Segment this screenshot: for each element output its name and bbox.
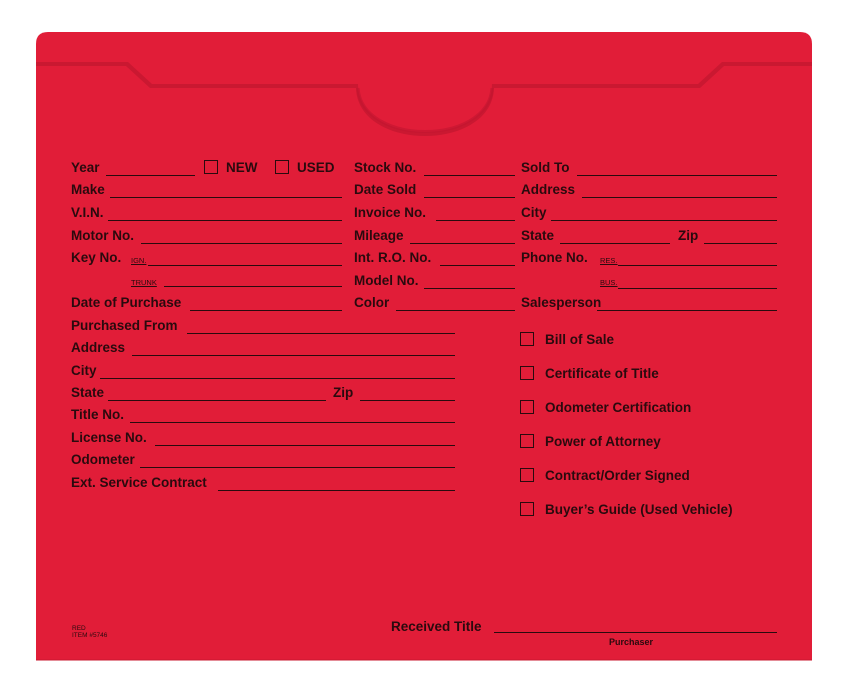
buyer-city-label: City — [521, 205, 547, 220]
license-no-line[interactable] — [155, 445, 455, 446]
buyer-zip-label: Zip — [678, 228, 699, 243]
trunk-label: TRUNK — [131, 278, 157, 287]
key-ign-line[interactable] — [148, 265, 342, 266]
salesperson-label: Salesperson — [521, 295, 602, 310]
key-trunk-line[interactable] — [164, 286, 342, 287]
new-label: NEW — [226, 160, 258, 175]
buyers-guide-checkbox[interactable] — [520, 502, 534, 516]
power-of-attorney-label: Power of Attorney — [545, 434, 661, 449]
seller-city-line[interactable] — [100, 378, 455, 379]
date-sold-line[interactable] — [424, 197, 515, 198]
color-label: Color — [354, 295, 390, 310]
seller-address-line[interactable] — [132, 355, 455, 356]
buyer-city-line[interactable] — [551, 220, 777, 221]
stock-no-label: Stock No. — [354, 160, 417, 175]
seller-state-label: State — [71, 385, 105, 400]
buyer-state-label: State — [521, 228, 555, 243]
vin-label: V.I.N. — [71, 205, 104, 220]
odometer-line[interactable] — [140, 467, 455, 468]
bill-of-sale-checkbox[interactable] — [520, 332, 534, 346]
vin-line[interactable] — [108, 220, 342, 221]
buyers-guide-label: Buyer’s Guide (Used Vehicle) — [545, 502, 733, 517]
color-code: RED — [72, 625, 86, 632]
date-sold-label: Date Sold — [354, 182, 417, 197]
used-checkbox[interactable] — [275, 160, 289, 174]
odometer-certification-label: Odometer Certification — [545, 400, 692, 415]
phone-res-line[interactable] — [618, 265, 777, 266]
int-ro-no-line[interactable] — [440, 265, 515, 266]
bill-of-sale-label: Bill of Sale — [545, 332, 615, 347]
ext-service-line[interactable] — [218, 490, 455, 491]
year-label: Year — [71, 160, 100, 175]
certificate-of-title-label: Certificate of Title — [545, 366, 659, 381]
year-line[interactable] — [106, 175, 195, 176]
date-of-purchase-label: Date of Purchase — [71, 295, 182, 310]
purchased-from-line[interactable] — [187, 333, 455, 334]
purchased-from-label: Purchased From — [71, 318, 178, 333]
odometer-label: Odometer — [71, 452, 135, 467]
buyer-zip-line[interactable] — [704, 243, 777, 244]
make-label: Make — [71, 182, 105, 197]
seller-address-label: Address — [71, 340, 126, 355]
used-label: USED — [297, 160, 335, 175]
ign-label: IGN. — [131, 256, 147, 265]
buyer-address-line[interactable] — [582, 197, 777, 198]
model-no-label: Model No. — [354, 273, 419, 288]
ext-service-label: Ext. Service Contract — [71, 475, 207, 490]
res-label: RES. — [600, 256, 618, 265]
phone-bus-line[interactable] — [618, 288, 777, 289]
make-line[interactable] — [110, 197, 342, 198]
item-number: ITEM #5746 — [72, 632, 108, 639]
odometer-certification-checkbox[interactable] — [520, 400, 534, 414]
title-no-line[interactable] — [130, 422, 455, 423]
key-no-label: Key No. — [71, 250, 122, 265]
stock-no-line[interactable] — [424, 175, 515, 176]
motor-no-label: Motor No. — [71, 228, 134, 243]
buyer-address-label: Address — [521, 182, 576, 197]
bus-label: BUS. — [600, 278, 618, 287]
motor-no-line[interactable] — [141, 243, 342, 244]
int-ro-no-label: Int. R.O. No. — [354, 250, 432, 265]
mileage-label: Mileage — [354, 228, 404, 243]
phone-no-label: Phone No. — [521, 250, 588, 265]
received-title-label: Received Title — [391, 619, 482, 634]
title-no-label: Title No. — [71, 407, 125, 422]
color-line[interactable] — [396, 310, 515, 311]
certificate-of-title-checkbox[interactable] — [520, 366, 534, 380]
invoice-no-label: Invoice No. — [354, 205, 427, 220]
invoice-no-line[interactable] — [436, 220, 515, 221]
buyer-state-line[interactable] — [560, 243, 670, 244]
new-checkbox[interactable] — [204, 160, 218, 174]
contract-order-signed-label: Contract/Order Signed — [545, 468, 690, 483]
seller-zip-label: Zip — [333, 385, 354, 400]
contract-order-signed-checkbox[interactable] — [520, 468, 534, 482]
received-title-signature-line[interactable] — [494, 632, 777, 633]
date-of-purchase-line[interactable] — [190, 310, 342, 311]
power-of-attorney-checkbox[interactable] — [520, 434, 534, 448]
seller-city-label: City — [71, 363, 97, 378]
model-no-line[interactable] — [424, 288, 515, 289]
seller-zip-line[interactable] — [360, 400, 455, 401]
sold-to-label: Sold To — [521, 160, 570, 175]
seller-state-line[interactable] — [108, 400, 326, 401]
salesperson-line[interactable] — [597, 310, 777, 311]
purchaser-label: Purchaser — [609, 637, 654, 647]
license-no-label: License No. — [71, 430, 147, 445]
mileage-line[interactable] — [410, 243, 515, 244]
sold-to-line[interactable] — [577, 175, 777, 176]
